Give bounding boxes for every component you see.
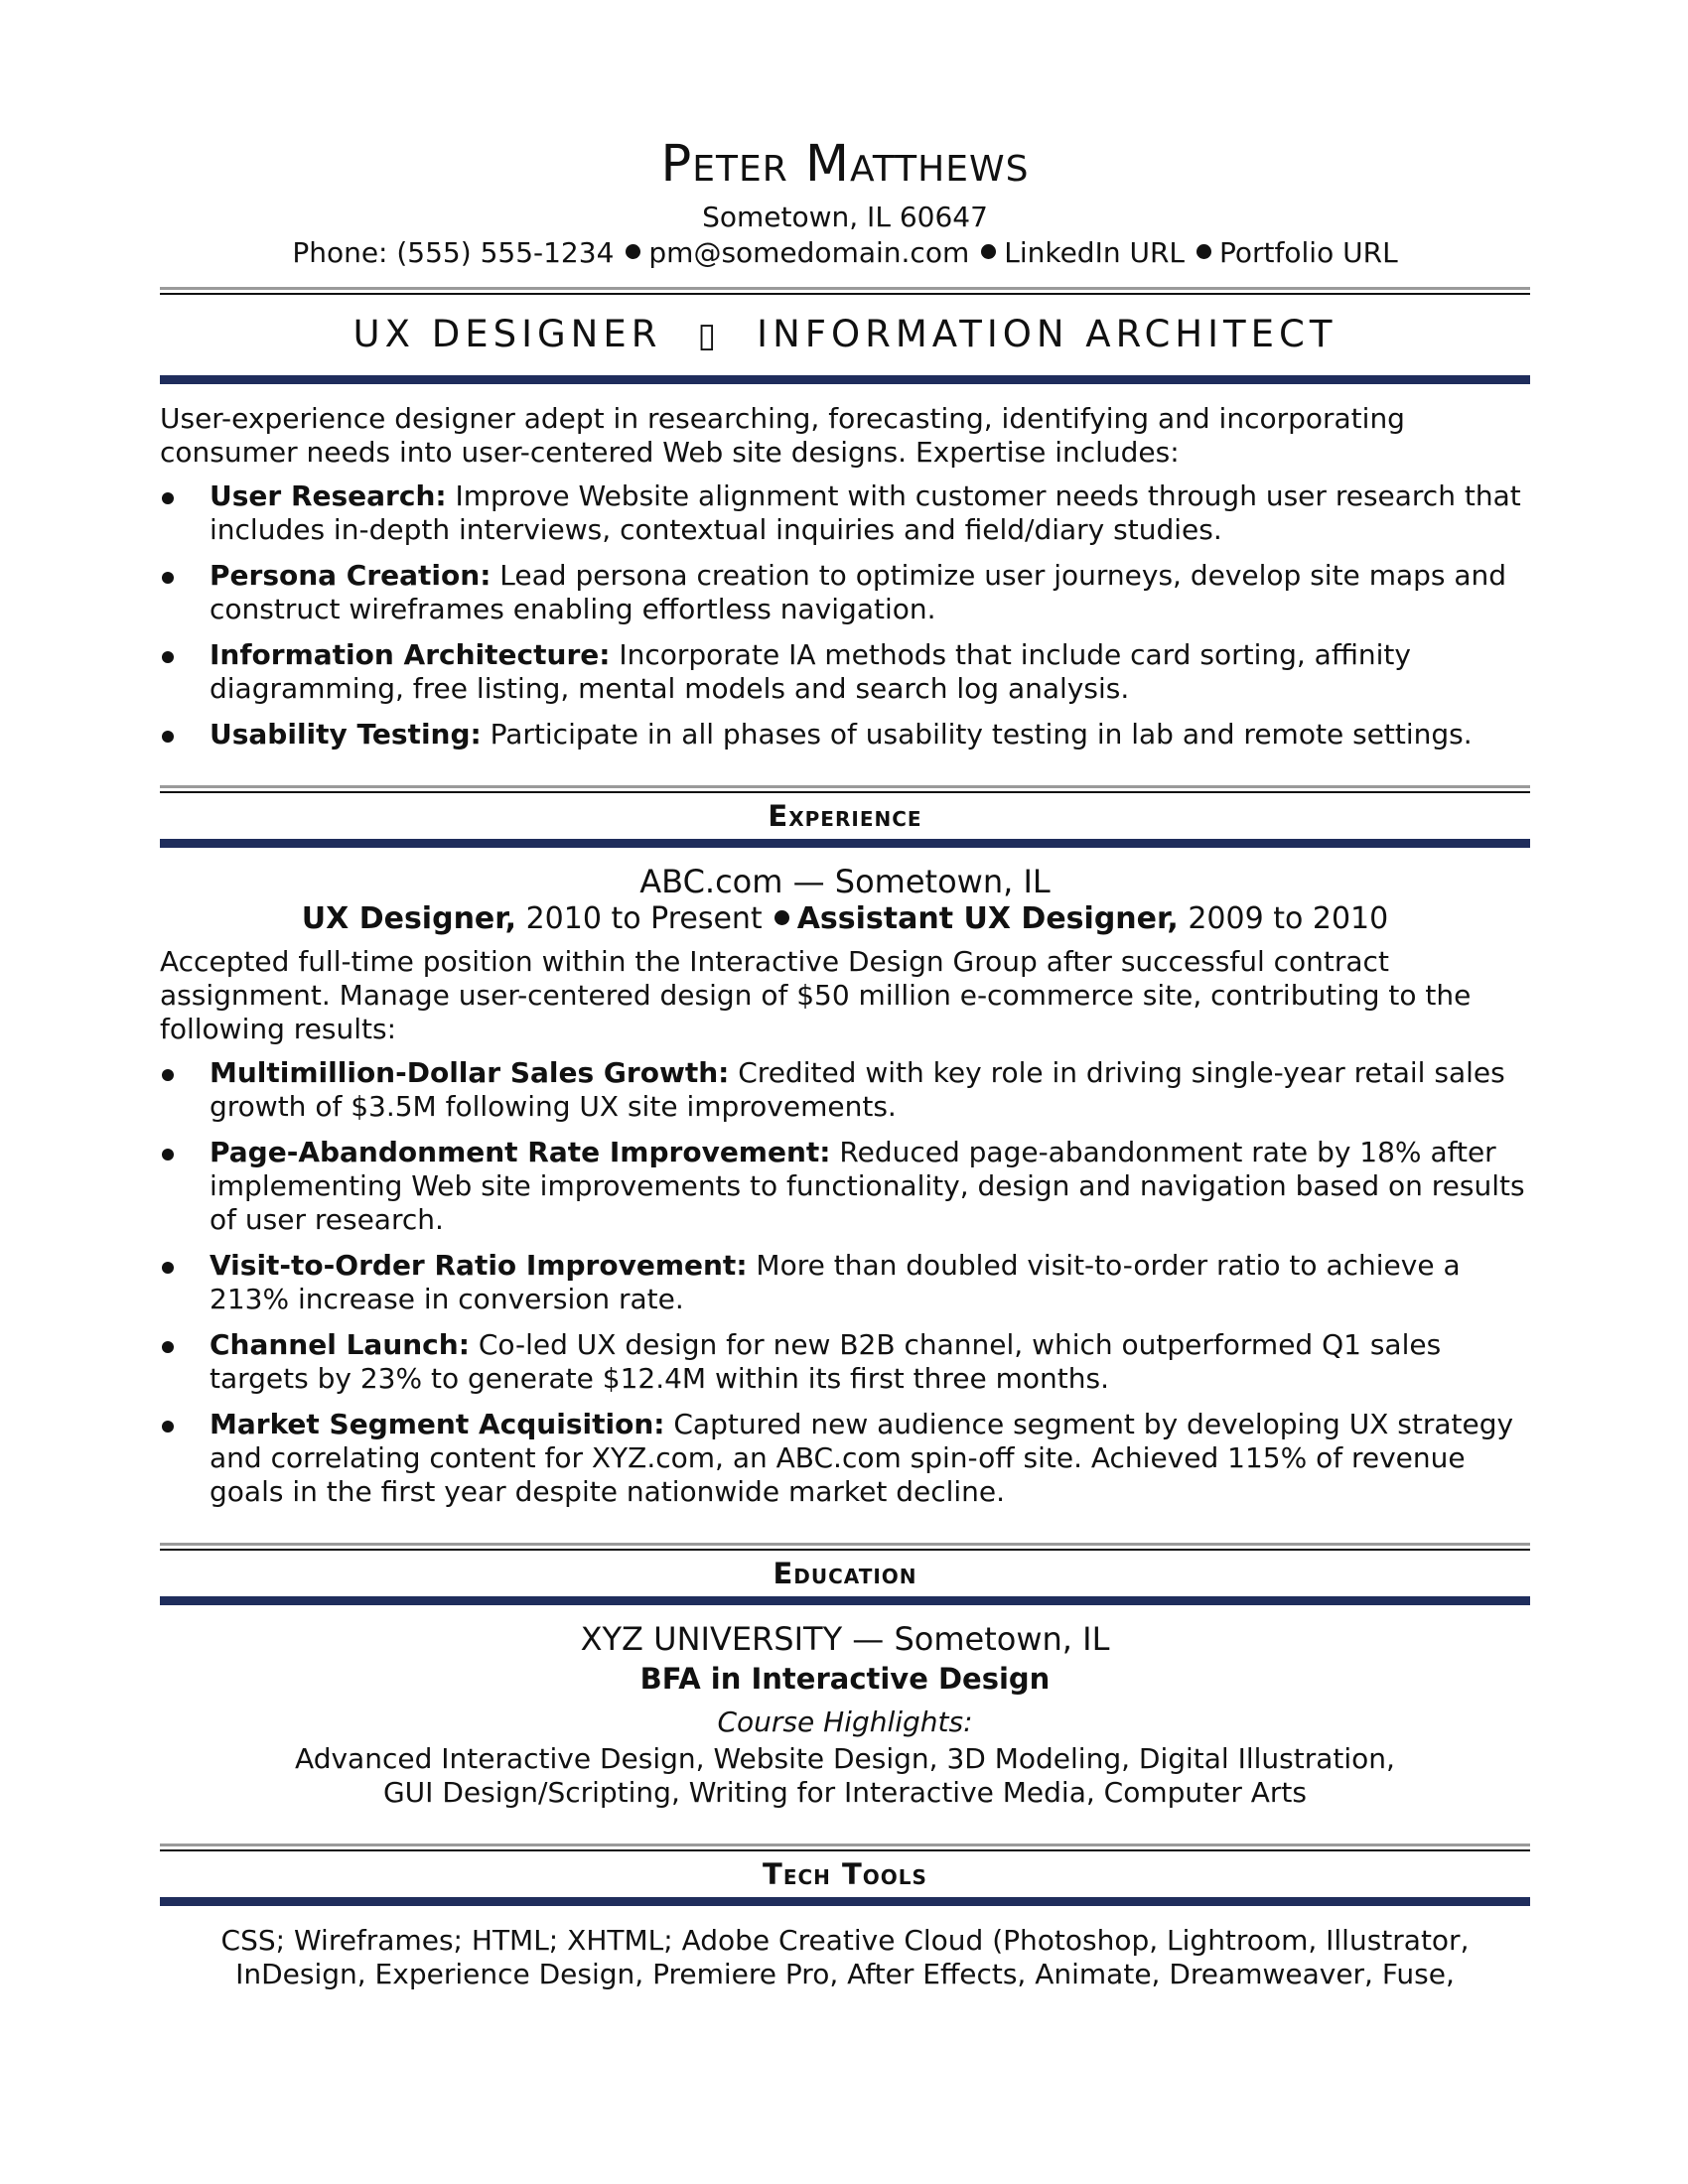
bullet-icon bbox=[162, 492, 174, 504]
phone: Phone: (555) 555-1234 bbox=[292, 236, 615, 269]
summary-intro: User-experience designer adept in researching, forecasting, identifying and incorporating consumer needs into user-centered Web site designs. Expertise includes: bbox=[160, 402, 1405, 469]
item-text: Lead persona creation to optimize user journeys, develop site maps and construct wireframes enabling effortless navigation. bbox=[210, 559, 1507, 625]
item-label: Channel Launch: bbox=[210, 1328, 470, 1361]
portfolio-link[interactable]: Portfolio URL bbox=[1219, 236, 1398, 269]
role-title: Assistant UX Designer, bbox=[796, 901, 1179, 936]
item-text: Credited with key role in driving single-year retail sales growth of $3.5M following UX site improvements. bbox=[210, 1056, 1505, 1123]
location: Sometown, IL 60647 bbox=[702, 201, 988, 233]
item-label: Usability Testing: bbox=[210, 718, 482, 751]
experience-header bbox=[160, 785, 1530, 848]
bullet-dot bbox=[981, 244, 996, 259]
bullet-icon bbox=[162, 731, 174, 743]
list-item bbox=[160, 718, 1530, 751]
bullet-dot bbox=[1196, 244, 1211, 259]
item-label: Page-Abandonment Rate Improvement: bbox=[210, 1136, 831, 1168]
bullet-icon bbox=[162, 651, 174, 663]
item-label: Visit-to-Order Ratio Improvement: bbox=[210, 1249, 748, 1282]
list-item bbox=[160, 1408, 1530, 1509]
list-item bbox=[160, 1056, 1530, 1124]
course-list-line: Advanced Interactive Design, Website Design, 3D Modeling, Digital Illustration, bbox=[295, 1742, 1395, 1775]
education-header bbox=[160, 1543, 1530, 1605]
divider bbox=[160, 1897, 1530, 1906]
list-item bbox=[160, 638, 1530, 706]
list-item bbox=[160, 1249, 1530, 1316]
headline-title-left: UX DESIGNER bbox=[352, 313, 662, 355]
bullet-dot bbox=[626, 244, 640, 259]
tools-line: CSS; Wireframes; HTML; XHTML; Adobe Creative Cloud (Photoshop, Lightroom, Illustrator, bbox=[220, 1924, 1470, 1957]
item-text: Participate in all phases of usability testing in lab and remote settings. bbox=[481, 718, 1473, 751]
divider bbox=[160, 839, 1530, 848]
headline-separator: ▯ bbox=[697, 316, 722, 355]
item-label: Information Architecture: bbox=[210, 638, 611, 671]
item-label: Market Segment Acquisition: bbox=[210, 1408, 665, 1440]
role-dates: 2010 to Present bbox=[516, 901, 763, 936]
item-label: Persona Creation: bbox=[210, 559, 492, 592]
achievements-list bbox=[160, 1056, 1530, 1509]
resume-page bbox=[160, 0, 1530, 1991]
degree: BFA in Interactive Design bbox=[639, 1662, 1051, 1696]
item-label: Multimillion-Dollar Sales Growth: bbox=[210, 1056, 730, 1089]
divider bbox=[160, 785, 1530, 793]
linkedin-link[interactable]: LinkedIn URL bbox=[1004, 236, 1186, 269]
list-item bbox=[160, 1328, 1530, 1396]
list-item bbox=[160, 1136, 1530, 1237]
headline bbox=[160, 295, 1530, 375]
list-item bbox=[160, 559, 1530, 626]
divider bbox=[160, 375, 1530, 384]
role-dates: 2009 to 2010 bbox=[1178, 901, 1389, 936]
divider bbox=[160, 287, 1530, 295]
bullet-icon bbox=[162, 1149, 174, 1160]
bullet-icon bbox=[162, 572, 174, 584]
contact-line bbox=[160, 235, 1530, 271]
section-title: Experience bbox=[768, 799, 922, 833]
bullet-icon bbox=[162, 1341, 174, 1353]
tech-tools-header bbox=[160, 1843, 1530, 1906]
bullet-icon bbox=[162, 1069, 174, 1081]
section-title: Tech Tools bbox=[763, 1857, 927, 1891]
experience-description: Accepted full-time position within the Interactive Design Group after successful contract assignment. Manage user-centered design of $50 million e-commerce site, contributing to the following results: bbox=[160, 945, 1472, 1045]
item-text: Co-led UX design for new B2B channel, which outperformed Q1 sales targets by 23% to generate $12.4M within its first three months. bbox=[210, 1328, 1442, 1395]
candidate-name: Peter Matthews bbox=[660, 135, 1030, 194]
item-text: Captured new audience segment by developing UX strategy and correlating content for XYZ.com, an ABC.com spin-off site. Achieved 115% of revenue goals in the first year despite nationwide market decline. bbox=[210, 1408, 1514, 1508]
headline-block bbox=[160, 287, 1530, 384]
bullet-dot bbox=[774, 910, 789, 925]
headline-title-right: INFORMATION ARCHITECT bbox=[757, 313, 1337, 355]
item-text: Improve Website alignment with customer needs through user research that includes in-depth interviews, contextual inquiries and field/diary studies. bbox=[210, 479, 1521, 546]
bullet-icon bbox=[162, 1262, 174, 1274]
job-titles bbox=[160, 901, 1530, 937]
expertise-list bbox=[160, 479, 1530, 751]
item-text: Reduced page-abandonment rate by 18% after implementing Web site improvements to functionality, design and navigation based on results of user research. bbox=[210, 1136, 1525, 1236]
role-title: UX Designer, bbox=[301, 901, 517, 936]
employer: ABC.com — Sometown, IL bbox=[639, 863, 1051, 900]
item-text: Incorporate IA methods that include card sorting, affinity diagramming, free listing, mental models and search log analysis. bbox=[210, 638, 1411, 705]
section-title: Education bbox=[773, 1557, 917, 1590]
school: XYZ UNIVERSITY — Sometown, IL bbox=[580, 1620, 1110, 1658]
course-highlights-label: Course Highlights: bbox=[717, 1706, 973, 1738]
divider bbox=[160, 1596, 1530, 1605]
list-item bbox=[160, 479, 1530, 547]
course-list-line: GUI Design/Scripting, Writing for Interactive Media, Computer Arts bbox=[382, 1776, 1307, 1809]
email-link[interactable]: pm@somedomain.com bbox=[648, 236, 970, 269]
item-label: User Research: bbox=[210, 479, 447, 512]
divider bbox=[160, 1543, 1530, 1551]
tools-line: InDesign, Experience Design, Premiere Pro, After Effects, Animate, Dreamweaver, Fuse, bbox=[235, 1958, 1455, 1990]
divider bbox=[160, 1843, 1530, 1851]
item-text: More than doubled visit-to-order ratio to achieve a 213% increase in conversion rate. bbox=[210, 1249, 1461, 1315]
bullet-icon bbox=[162, 1421, 174, 1433]
